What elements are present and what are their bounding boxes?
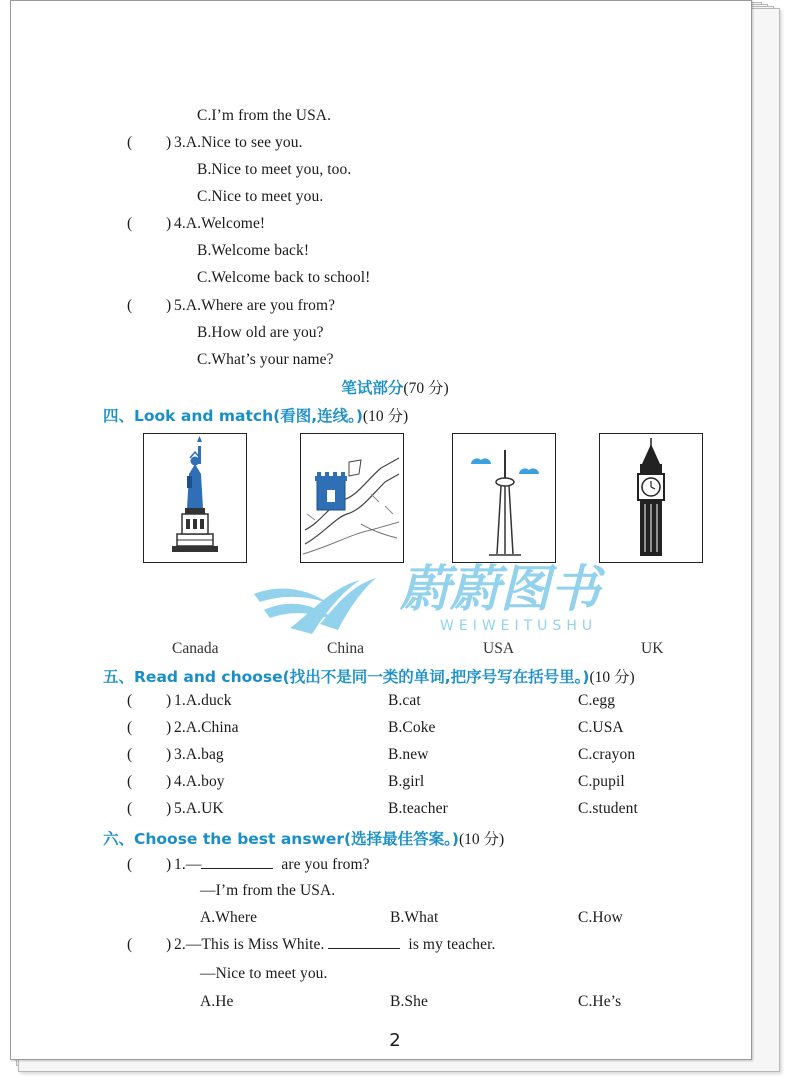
option-c: C.USA [578, 719, 624, 736]
option-a: 4.A.boy [174, 773, 225, 790]
q4-option-c: C.Welcome back to school! [197, 269, 371, 286]
answer-paren-open: ( [127, 773, 133, 790]
q5-option-a: 5.A.Where are you from? [174, 297, 336, 314]
option-b: B.What [390, 909, 439, 926]
country-label[interactable]: USA [483, 640, 515, 657]
option-c: C.pupil [578, 773, 625, 790]
answer-paren-open: ( [127, 215, 133, 232]
option-b: B.cat [388, 692, 421, 709]
option-b: B.girl [388, 773, 425, 790]
watermark-logo [250, 548, 720, 648]
q2-prefix: 2.—This is Miss White. [174, 936, 325, 953]
answer-paren-open: ( [127, 800, 133, 817]
q2-suffix: is my teacher. [408, 936, 496, 953]
q2-option-c: C.I’m from the USA. [197, 107, 332, 124]
answer-paren-open: ( [127, 856, 133, 873]
option-a: A.He [200, 993, 234, 1010]
q3-option-a: 3.A.Nice to see you. [174, 134, 303, 151]
q5-option-b: B.How old are you? [197, 324, 324, 341]
option-c: C.egg [578, 692, 616, 709]
answer-paren-close: ) [166, 215, 172, 232]
section-4-title: 四、Look and match(看图,连线。) [103, 407, 363, 425]
option-b: B.teacher [388, 800, 448, 817]
section-6-score: (10 分) [458, 831, 505, 848]
fill-blank[interactable] [328, 936, 400, 949]
section-5-heading [103, 665, 635, 687]
option-a: A.Where [200, 909, 258, 926]
written-score: (70 分) [403, 380, 449, 397]
picture-cn-tower[interactable] [452, 433, 556, 563]
option-c: C.student [578, 800, 638, 817]
written-title: 笔试部分 [341, 379, 404, 397]
q5-option-c: C.What’s your name? [197, 351, 334, 368]
option-c: C.He’s [578, 993, 622, 1010]
section-6-q1 [174, 856, 370, 874]
q1-reply: —I’m from the USA. [200, 882, 336, 899]
option-b: B.new [388, 746, 429, 763]
option-a: 2.A.China [174, 719, 239, 736]
great-wall-icon [301, 434, 403, 562]
cn-tower-icon [453, 434, 555, 562]
picture-statue-of-liberty[interactable] [143, 433, 247, 563]
option-c: C.How [578, 909, 623, 926]
section-6-q2 [174, 936, 495, 954]
answer-paren-close: ) [166, 134, 172, 151]
country-label[interactable]: China [327, 640, 365, 657]
option-b: B.She [390, 993, 428, 1010]
section-6-title: 六、Choose the best answer(选择最佳答案。) [103, 830, 459, 848]
picture-big-ben[interactable] [599, 433, 703, 563]
option-b: B.Coke [388, 719, 436, 736]
q3-option-b: B.Nice to meet you, too. [197, 161, 352, 178]
answer-paren-close: ) [166, 719, 172, 736]
option-a: 3.A.bag [174, 746, 224, 763]
answer-paren-close: ) [166, 773, 172, 790]
big-ben-icon [600, 434, 702, 562]
answer-paren-close: ) [166, 297, 172, 314]
country-label[interactable]: Canada [172, 640, 219, 657]
option-c: C.crayon [578, 746, 636, 763]
page-number: 2 [389, 1030, 401, 1051]
answer-paren-close: ) [166, 856, 172, 873]
answer-paren-open: ( [127, 719, 133, 736]
answer-paren-close: ) [166, 800, 172, 817]
statue-of-liberty-icon [144, 434, 246, 562]
answer-paren-open: ( [127, 746, 133, 763]
answer-paren-open: ( [127, 692, 133, 709]
q1-prefix: 1.— [174, 856, 202, 873]
option-a: 1.A.duck [174, 692, 232, 709]
watermark-en: WEIWEITUSHU [440, 618, 598, 634]
fill-blank[interactable] [201, 856, 273, 869]
answer-paren-close: ) [166, 692, 172, 709]
q1-suffix: are you from? [281, 856, 370, 873]
section-5-title: 五、Read and choose(找出不是同一类的单词,把序号写在括号里。) [103, 668, 590, 686]
q4-option-b: B.Welcome back! [197, 242, 310, 259]
country-label[interactable]: UK [641, 640, 664, 657]
answer-paren-close: ) [166, 746, 172, 763]
written-part-heading [0, 376, 790, 398]
section-6-heading [103, 827, 504, 849]
picture-great-wall[interactable] [300, 433, 404, 563]
answer-paren-close: ) [166, 936, 172, 953]
q2-reply: —Nice to meet you. [200, 965, 328, 982]
q4-option-a: 4.A.Welcome! [174, 215, 266, 232]
option-a: 5.A.UK [174, 800, 224, 817]
answer-paren-open: ( [127, 134, 133, 151]
section-4-score: (10 分) [362, 408, 409, 425]
section-5-score: (10 分) [589, 669, 635, 686]
watermark-cn: 蔚蔚图书 [400, 560, 600, 618]
answer-paren-open: ( [127, 936, 133, 953]
answer-paren-open: ( [127, 297, 133, 314]
section-4-heading [103, 404, 408, 426]
q3-option-c: C.Nice to meet you. [197, 188, 324, 205]
